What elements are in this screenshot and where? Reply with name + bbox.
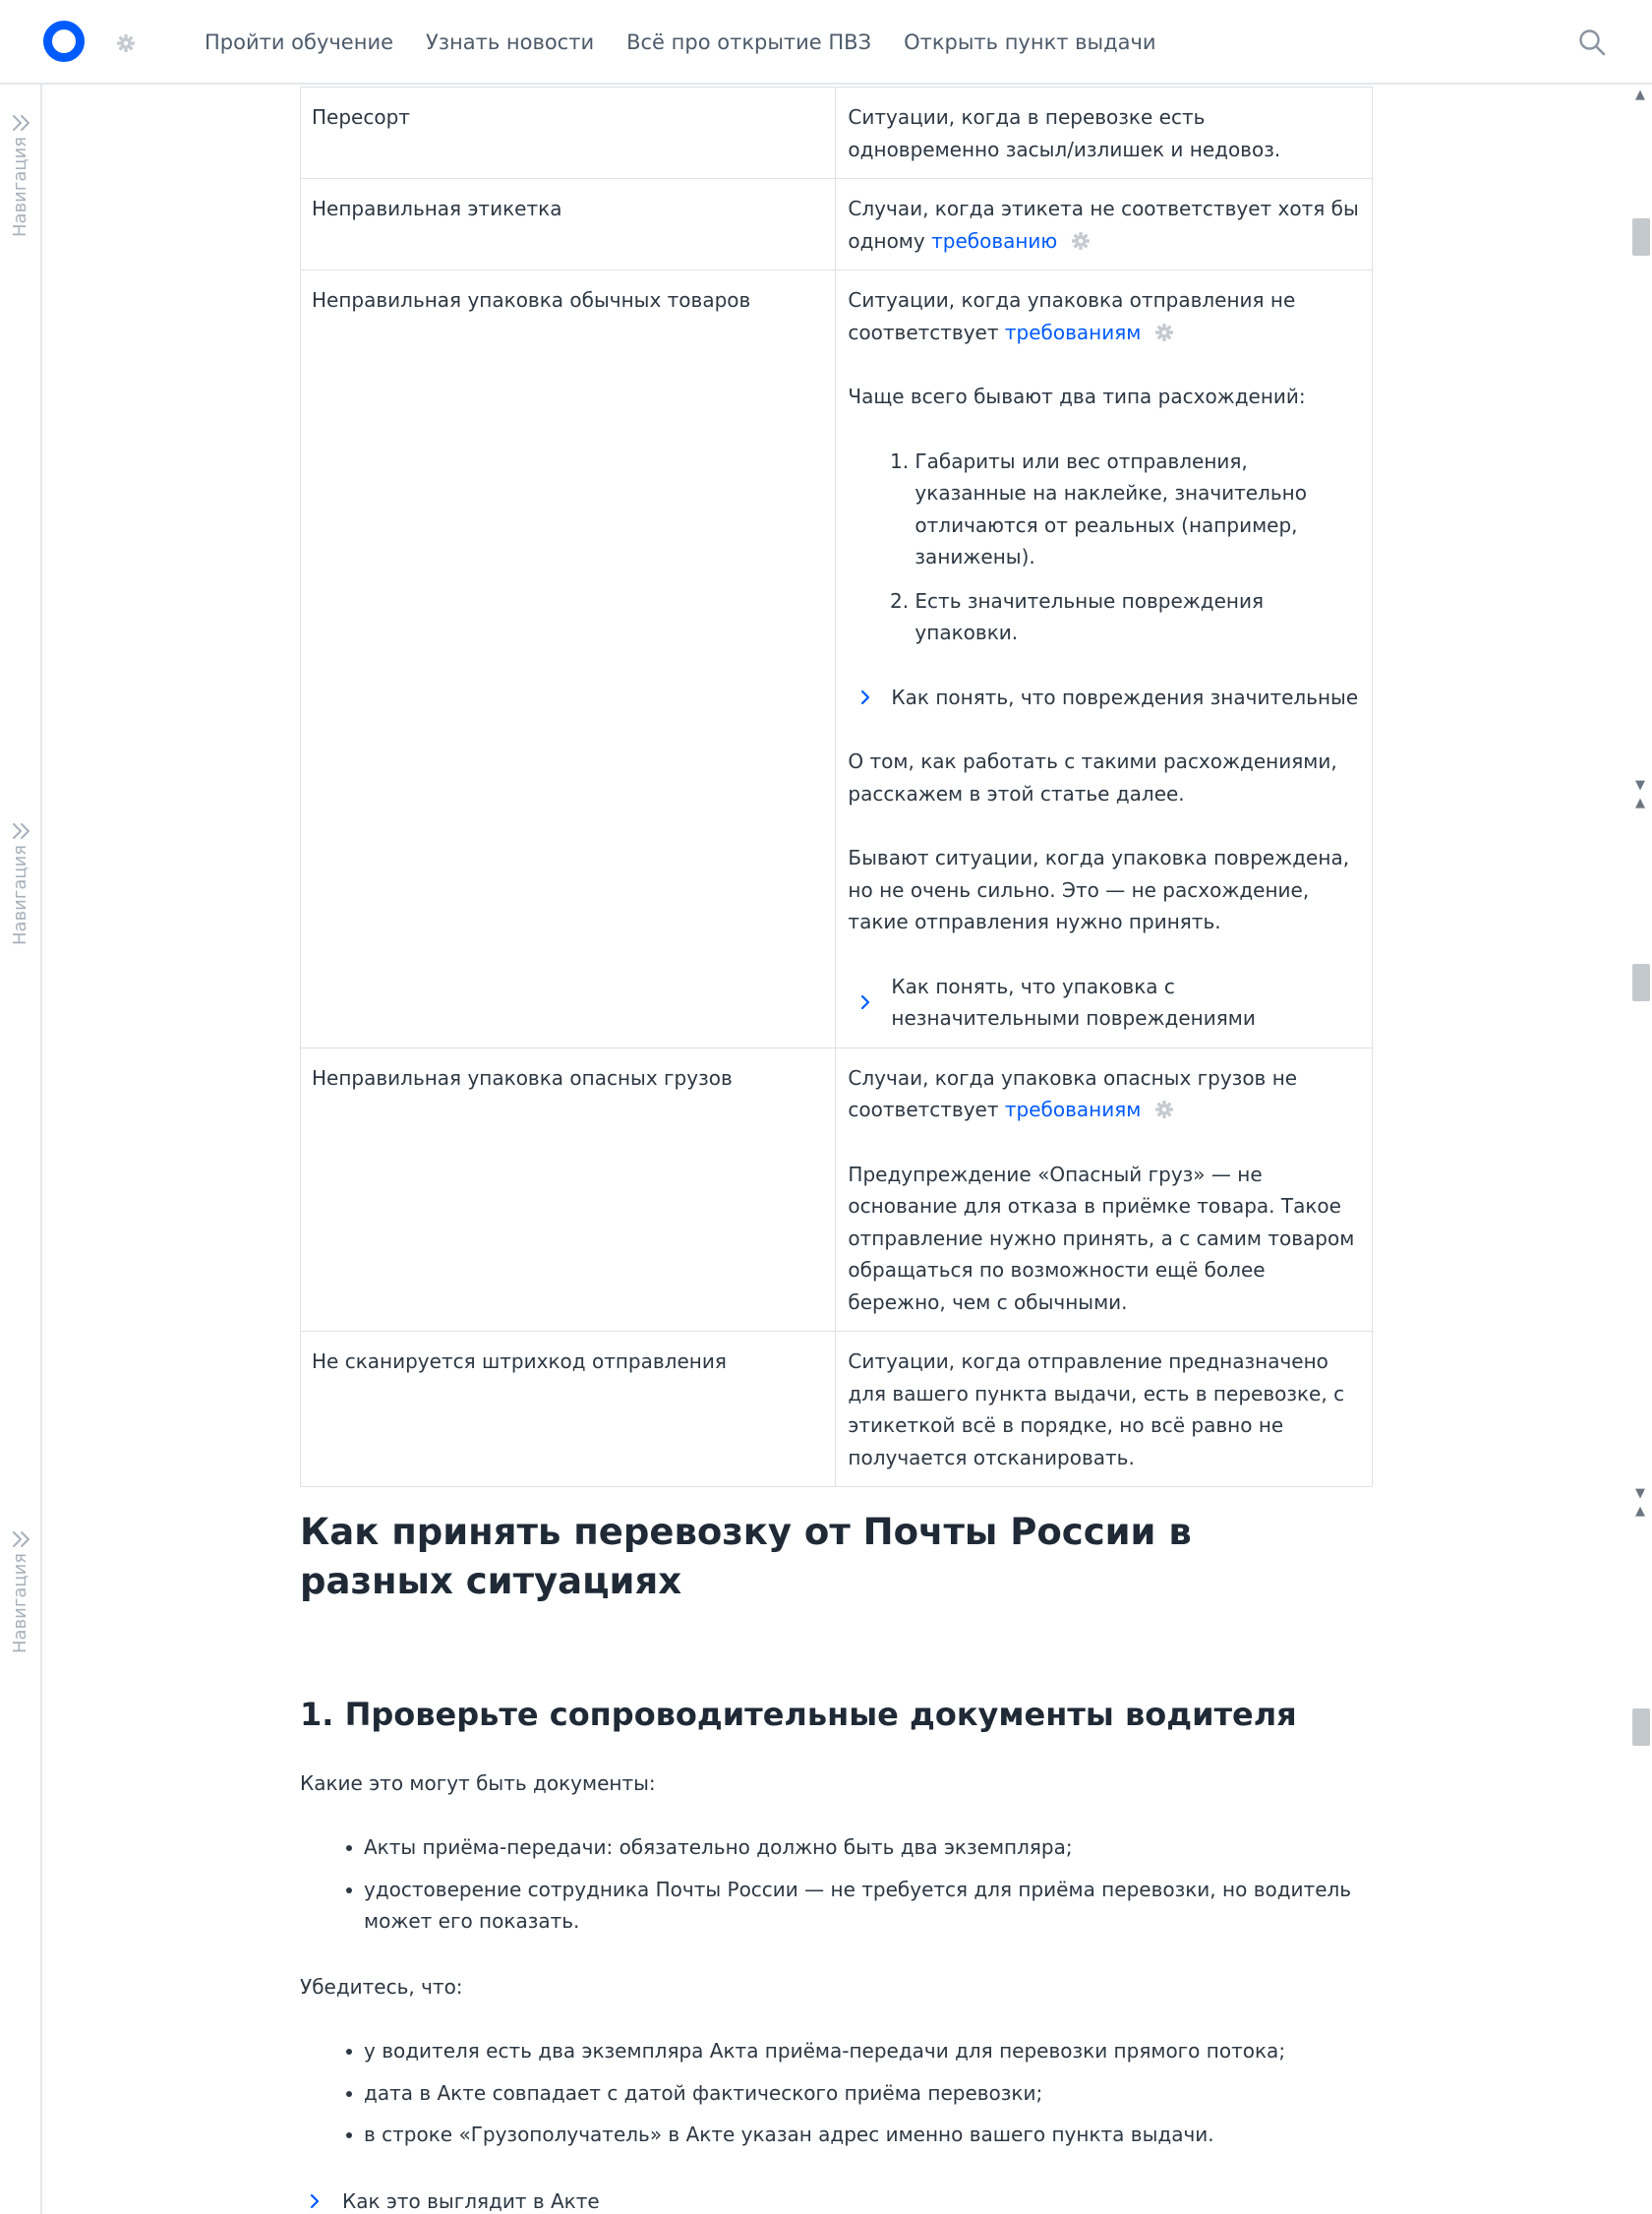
scrollbar-thumb[interactable] <box>1632 964 1650 1001</box>
description-cell <box>836 270 1373 1048</box>
description-cell: Ситуации, когда отправление предназначено для вашего пункта выдачи, есть в перевозке, с этикеткой всё в порядке, но всё равно не получается отсканировать. <box>836 1332 1373 1487</box>
expandable-act-example[interactable] <box>300 2185 600 2214</box>
description-text <box>848 193 1361 257</box>
side-nav-toggle[interactable] <box>0 819 43 957</box>
term-cell: Неправильная упаковка опасных грузов <box>301 1047 836 1332</box>
expandable-title: Как понять, что повреждения значительные <box>891 685 1359 709</box>
chevron-right-icon <box>857 994 873 1010</box>
requirements-link[interactable]: требованиям <box>1004 320 1142 344</box>
paragraph: Убедитесь, что: <box>300 1975 463 1999</box>
side-nav-toggle[interactable] <box>0 111 43 249</box>
list-item: у водителя есть два экземпляра Акта приёма-передачи для перевозки прямого потока; <box>300 2035 1372 2067</box>
list-item: удостоверение сотрудника Почты России — не требуется для приёма перевозки, но водитель может его показать. <box>300 1874 1372 1938</box>
table-row <box>301 179 1373 270</box>
term-cell: Не сканируется штрихкод отправления <box>301 1332 836 1487</box>
scrollbar-thumb[interactable] <box>1632 1708 1650 1746</box>
scrollbar-thumb[interactable] <box>1632 218 1650 256</box>
term-cell: Неправильная упаковка обычных товаров <box>301 270 836 1048</box>
table-row <box>301 88 1373 179</box>
step-heading: 1. Проверьте сопроводительные документы водителя <box>300 1696 1297 1733</box>
gear-icon <box>1154 1100 1174 1119</box>
chevron-right-icon <box>857 689 873 705</box>
table-row <box>301 1332 1373 1487</box>
term-cell: Неправильная этикетка <box>301 179 836 270</box>
list-item: 2. Есть значительные повреждения упаковки. <box>914 585 1361 649</box>
gear-icon <box>116 33 136 53</box>
term-cell: Пересорт <box>301 88 836 179</box>
section-heading: Как принять перевозку от Почты России в разных ситуациях <box>300 1511 1192 1602</box>
double-chevron-right-icon <box>10 1527 33 1551</box>
list-item: 1. Габариты или вес отправления, указанные на наклейке, значительно отличаются от реальных (например, занижены). <box>914 446 1361 573</box>
expandable-minor-damage[interactable] <box>848 971 1361 1035</box>
table-row <box>301 1047 1373 1332</box>
expandable-significant-damage[interactable] <box>848 682 1361 714</box>
top-header <box>0 0 1652 85</box>
chevron-right-icon <box>307 2193 323 2209</box>
requirement-link[interactable]: требованию <box>931 228 1058 253</box>
discrepancy-types-list <box>848 446 1361 649</box>
expandable-title: Как это выглядит в Акте <box>342 2189 600 2213</box>
side-nav-label: Навигация <box>10 1552 30 1653</box>
side-divider <box>40 85 42 2214</box>
description-text: Предупреждение «Опасный груз» — не основание для отказа в приёмке товара. Такое отправление нужно принять, а с самим товаром обращаться по возможности ещё более бережно, чем с обычными. <box>848 1162 1355 1314</box>
paragraph: Какие это могут быть документы: <box>300 1771 656 1795</box>
description-cell: Ситуации, когда в перевозке есть одновременно засыл/излишек и недовоз. <box>836 88 1373 179</box>
description-text-part: Ситуации, когда упаковка отправления не соответствует <box>848 288 1296 344</box>
description-cell <box>836 179 1373 270</box>
nav-link-training[interactable]: Пройти обучение <box>205 30 394 54</box>
scroll-down-arrow[interactable]: ▼ <box>1635 1486 1645 1501</box>
nav-link-opening-pvz[interactable]: Всё про открытие ПВЗ <box>626 30 872 54</box>
discrepancy-table <box>300 87 1373 1487</box>
list-item: дата в Акте совпадает с датой фактического приёма перевозки; <box>300 2077 1372 2110</box>
description-text-part: Случаи, когда этикета не соответствует хотя бы одному <box>848 197 1359 253</box>
scroll-up-arrow[interactable]: ▲ <box>1635 1504 1645 1519</box>
list-item: Акты приёма-передачи: обязательно должно быть два экземпляра; <box>300 1831 1372 1864</box>
scroll-up-arrow[interactable]: ▲ <box>1635 796 1645 810</box>
description-text: О том, как работать с такими расхождениями, расскажем в этой статье далее. <box>848 749 1337 806</box>
description-text <box>848 1062 1361 1126</box>
description-text: Бывают ситуации, когда упаковка повреждена, но не очень сильно. Это — не расхождение, такие отправления нужно принять. <box>848 846 1350 933</box>
table-row <box>301 270 1373 1048</box>
requirements-link[interactable]: требованиям <box>1004 1098 1142 1121</box>
list-item: в строке «Грузополучатель» в Акте указан адрес именно вашего пункта выдачи. <box>300 2119 1372 2151</box>
documents-list <box>300 1831 1372 1938</box>
scroll-down-arrow[interactable]: ▼ <box>1635 778 1645 793</box>
double-chevron-right-icon <box>10 819 33 843</box>
gear-icon <box>1154 323 1174 342</box>
nav-link-open-pickup-point[interactable]: Открыть пункт выдачи <box>904 30 1156 54</box>
ozon-logo[interactable] <box>43 21 85 62</box>
description-text-part: Случаи, когда упаковка опасных грузов не соответствует <box>848 1065 1298 1121</box>
side-nav-label: Навигация <box>10 136 30 237</box>
checklist <box>300 2035 1372 2151</box>
description-cell <box>836 1047 1373 1332</box>
gear-icon <box>1071 231 1091 251</box>
side-nav-toggle[interactable] <box>0 1527 43 1665</box>
expandable-title: Как понять, что упаковка с незначительными повреждениями <box>891 974 1256 1030</box>
description-text <box>848 284 1361 348</box>
scroll-up-arrow[interactable]: ▲ <box>1635 88 1645 102</box>
double-chevron-right-icon <box>10 111 33 135</box>
description-text: Чаще всего бывают два типа расхождений: <box>848 385 1306 408</box>
top-nav <box>205 0 1189 85</box>
search-icon[interactable] <box>1577 28 1607 57</box>
nav-link-news[interactable]: Узнать новости <box>426 30 595 54</box>
side-nav-label: Навигация <box>10 844 30 945</box>
